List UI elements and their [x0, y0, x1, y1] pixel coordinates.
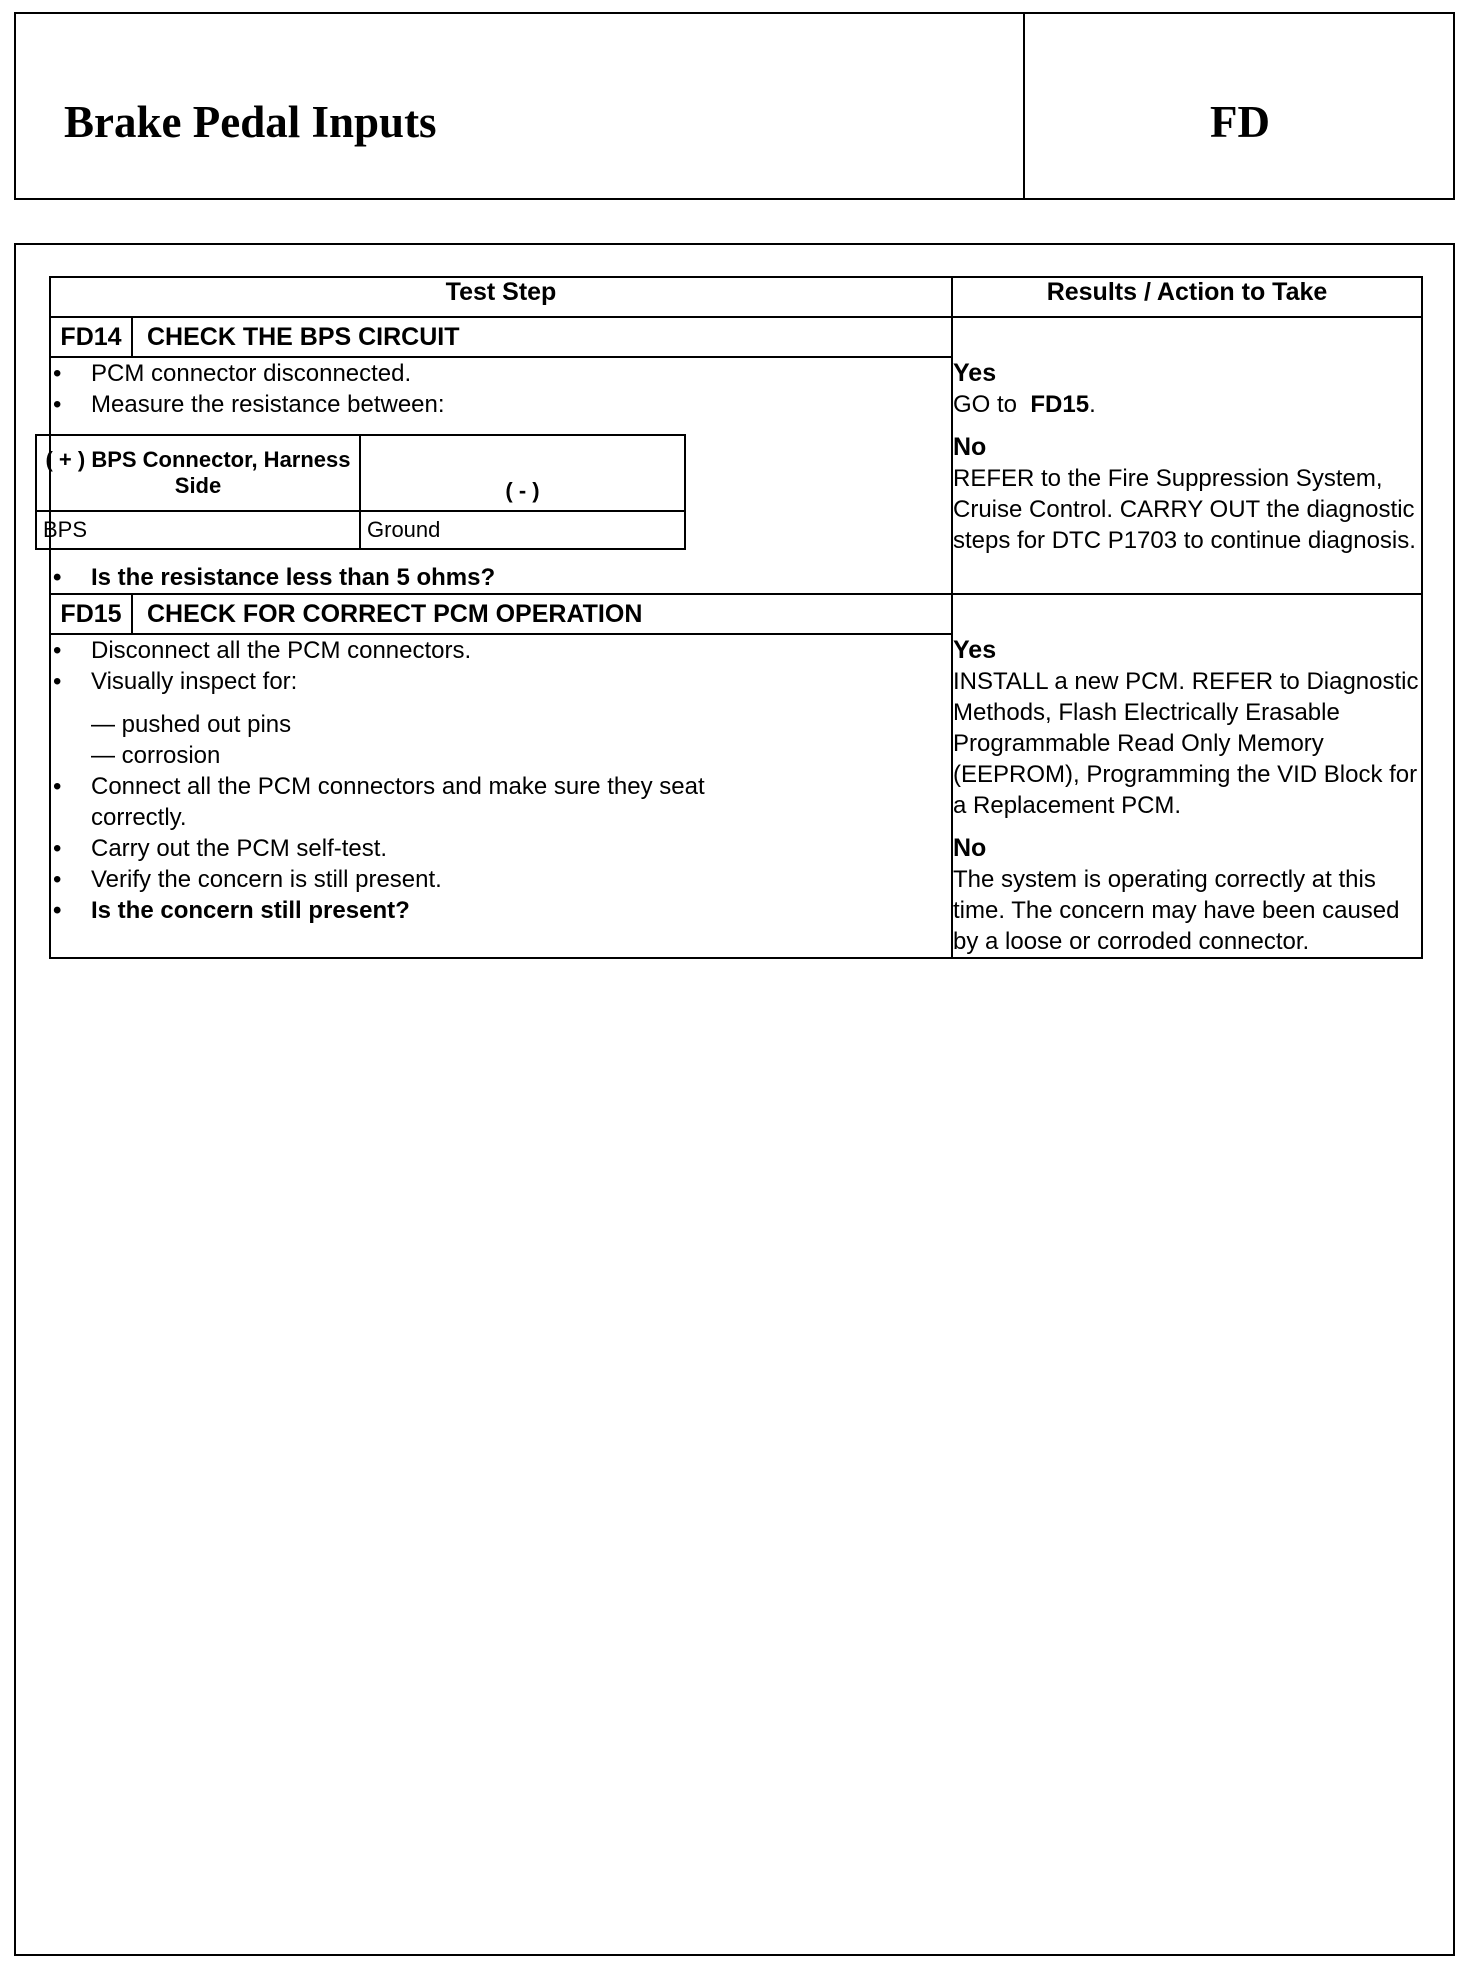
yes-label: Yes — [953, 359, 997, 387]
step-question: • Is the resistance less than 5 ohms? — [51, 562, 951, 593]
step-title-row — [50, 317, 1422, 357]
no-action: REFER to the Fire Suppression System, Cruise Control. CARRY OUT the diagnostic steps for DTC P1703 to continue diagnosis. — [953, 465, 1416, 554]
inspect-item: — pushed out pins — [91, 711, 292, 738]
step-result — [952, 317, 1422, 594]
measurement-cell-negative: Ground — [360, 511, 685, 549]
measurement-table — [35, 434, 686, 550]
section-code: FD — [1210, 97, 1270, 147]
page-title: Brake Pedal Inputs — [64, 97, 437, 147]
step-bullet: • Carry out the PCM self-test. — [51, 833, 951, 864]
inspect-item: — corrosion — [91, 742, 221, 769]
test-step-table — [43, 276, 1423, 959]
yes-text: GO to — [953, 391, 1018, 418]
no-action: The system is operating correctly at this time. The concern may have been caused by a loose or corroded connector. — [953, 866, 1400, 955]
step-bullet: • Verify the concern is still present. — [51, 864, 951, 895]
step-body — [43, 357, 952, 594]
step-reference: FD15 — [1030, 391, 1090, 418]
step-bullet: • Visually inspect for: — [51, 666, 951, 697]
yes-punct: . — [1089, 391, 1096, 418]
step-bullet: • Connect all the PCM connectors and make sure they seat correctly. — [51, 771, 791, 833]
measurement-col-positive: ( + ) BPS Connector, Harness Side — [36, 435, 360, 511]
step-bullet: • PCM connector disconnected. — [51, 358, 951, 389]
step-title: CHECK FOR CORRECT PCM OPERATION — [132, 594, 952, 634]
measurement-cell-positive: BPS — [36, 511, 360, 549]
page-header — [14, 12, 1455, 200]
step-title-row — [50, 594, 1422, 634]
yes-action: INSTALL a new PCM. REFER to Diagnostic Methods, Flash Electrically Erasable Programmable Read Only Memory (EEPROM), Programming the VID Block for a Replacement PCM. — [953, 668, 1419, 819]
step-question: • Is the concern still present? — [51, 895, 951, 926]
step-bullet: • Disconnect all the PCM connectors. — [51, 635, 951, 666]
results-header: Results / Action to Take — [952, 277, 1422, 317]
no-label: No — [953, 433, 987, 461]
step-bullet: • Measure the resistance between: — [51, 389, 951, 420]
no-label: No — [953, 834, 987, 862]
test-step-header: Test Step — [50, 277, 952, 317]
table-header-row — [50, 277, 1422, 317]
step-id: FD15 — [50, 594, 132, 634]
step-body — [50, 634, 952, 958]
yes-action — [953, 389, 1421, 420]
step-id: FD14 — [50, 317, 132, 357]
step-result — [952, 594, 1422, 958]
step-title: CHECK THE BPS CIRCUIT — [132, 317, 952, 357]
yes-label: Yes — [953, 636, 997, 664]
measurement-col-negative: ( - ) — [360, 435, 685, 511]
